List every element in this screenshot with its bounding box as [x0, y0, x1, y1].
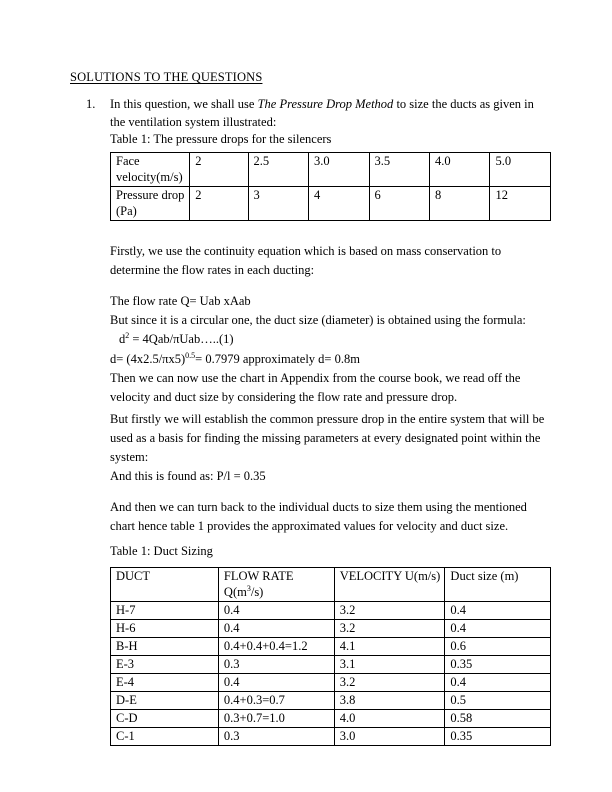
cell-face-velocity-3: 3.0: [309, 153, 369, 187]
cell-velocity: 4.1: [334, 638, 445, 656]
table-row: [111, 620, 551, 638]
question-text: [110, 96, 552, 131]
cell-duct-size: 0.6: [445, 638, 551, 656]
table-caption-row: [86, 131, 552, 149]
equation-rest: = 4Qab/πUab…..(1): [129, 332, 234, 346]
cell-duct-size: 0.5: [445, 692, 551, 710]
page-title: SOLUTIONS TO THE QUESTIONS: [70, 70, 263, 84]
table-row: [111, 602, 551, 620]
cell-duct: H-7: [111, 602, 219, 620]
cell-duct: E-3: [111, 656, 219, 674]
cell-duct-size: 0.58: [445, 710, 551, 728]
flow-rate-header-units-exponent: 3: [246, 583, 251, 593]
question-number: 1.: [86, 97, 96, 111]
equation-duct-diameter: [110, 330, 552, 349]
table-row: [111, 656, 551, 674]
question-text-before: In this question, we shall use: [110, 97, 258, 111]
table-row: [111, 710, 551, 728]
cell-velocity: 3.2: [334, 674, 445, 692]
diameter-exponent: 0.5: [185, 350, 196, 360]
table-header-row: [111, 568, 551, 602]
line-found-as: And this is found as: P/l = 0.35: [110, 469, 266, 483]
cell-duct: C-D: [111, 710, 219, 728]
paragraph-common-pressure-drop: [110, 410, 552, 486]
line-common-pressure: But firstly we will establish the common pressure drop in the entire system that will be used as a basis for finding the missing parameters at every designated point within the system:: [110, 412, 545, 464]
cell-duct-size: 0.4: [445, 674, 551, 692]
row-label-face-velocity: Face velocity(m/s): [111, 153, 190, 187]
table-row: [111, 153, 551, 187]
diameter-lead: d= (4x2.5/πx5): [110, 352, 186, 366]
equation-lead: d: [119, 332, 126, 346]
paragraph-continuity-equation: Firstly, we use the continuity equation which is based on mass conservation to determine the flow rates in each ducting:: [110, 244, 502, 277]
diameter-rest: = 0.7979 approximately d= 0.8m: [195, 352, 360, 366]
cell-velocity: 3.2: [334, 602, 445, 620]
flow-rate-header-line1: FLOW RATE: [223, 569, 294, 583]
cell-velocity: 3.2: [334, 620, 445, 638]
equation-exponent: 2: [125, 330, 130, 340]
cell-pressure-drop-1: 2: [190, 187, 248, 221]
cell-pressure-drop-4: 6: [369, 187, 429, 221]
table-row: [111, 728, 551, 746]
cell-velocity: 3.1: [334, 656, 445, 674]
cell-flow-rate: 0.3: [218, 656, 334, 674]
cell-face-velocity-4: 3.5: [369, 153, 429, 187]
cell-pressure-drop-5: 8: [429, 187, 489, 221]
cell-duct: H-6: [111, 620, 219, 638]
cell-velocity: 3.0: [334, 728, 445, 746]
table-duct-sizing: [110, 567, 551, 746]
paragraph-diameter-calculation: [110, 350, 552, 407]
cell-flow-rate: 0.4+0.4+0.4=1.2: [218, 638, 334, 656]
cell-velocity: 3.8: [334, 692, 445, 710]
cell-velocity: 4.0: [334, 710, 445, 728]
cell-duct: E-4: [111, 674, 219, 692]
cell-face-velocity-5: 4.0: [429, 153, 489, 187]
flow-rate-header-units-lead: Q(m: [223, 584, 247, 599]
table-row: [111, 674, 551, 692]
cell-flow-rate: 0.3+0.7=1.0: [218, 710, 334, 728]
row-label-pressure-drop: Pressure drop (Pa): [111, 187, 190, 221]
line-flow-rate: The flow rate Q= Uab xAab: [110, 294, 251, 308]
cell-face-velocity-1: 2: [190, 153, 248, 187]
cell-flow-rate: 0.3: [218, 728, 334, 746]
cell-duct-size: 0.35: [445, 728, 551, 746]
line-circular-duct: But since it is a circular one, the duct size (diameter) is obtained using the formula:: [110, 313, 526, 327]
cell-flow-rate: 0.4: [218, 620, 334, 638]
table-row: [111, 187, 551, 221]
question-block: [86, 96, 552, 149]
table-row: [111, 692, 551, 710]
cell-duct-size: 0.4: [445, 620, 551, 638]
paragraph-turn-back-to-ducts: And then we can turn back to the individual ducts to size them using the mentioned chart hence table 1 provides the approximated values for velocity and duct size.: [110, 500, 527, 533]
cell-pressure-drop-6: 12: [490, 187, 551, 221]
column-header-velocity: VELOCITY U(m/s): [334, 568, 445, 602]
cell-face-velocity-6: 5.0: [490, 153, 551, 187]
cell-flow-rate: 0.4: [218, 602, 334, 620]
line-chart-appendix: Then we can now use the chart in Appendix from the course book, we read off the velocity and duct size by considering the flow rate and pressure drop.: [110, 371, 521, 404]
cell-duct-size: 0.35: [445, 656, 551, 674]
table-1-caption: Table 1: The pressure drops for the silencers: [110, 132, 332, 146]
cell-pressure-drop-2: 3: [248, 187, 308, 221]
column-header-duct-size: Duct size (m): [445, 568, 551, 602]
cell-flow-rate: 0.4: [218, 674, 334, 692]
column-header-flow-rate: [218, 568, 334, 602]
cell-duct-size: 0.4: [445, 602, 551, 620]
flow-rate-header-units-rest: /s): [250, 584, 264, 599]
line-diameter-result: [110, 350, 552, 369]
question-item: [86, 96, 552, 131]
table-row: [111, 638, 551, 656]
question-italic-phrase: The Pressure Drop Method: [257, 97, 394, 111]
table-pressure-drops: [110, 152, 551, 221]
table-duct-sizing-caption: Table 1: Duct Sizing: [110, 544, 213, 558]
cell-duct: C-1: [111, 728, 219, 746]
paragraph-flow-rate-formula: [110, 292, 552, 349]
cell-flow-rate: 0.4+0.3=0.7: [218, 692, 334, 710]
cell-duct: D-E: [111, 692, 219, 710]
cell-duct: B-H: [111, 638, 219, 656]
cell-pressure-drop-3: 4: [309, 187, 369, 221]
question-text-after: to size the ducts as given in the ventilation system illustrated:: [110, 97, 534, 129]
cell-face-velocity-2: 2.5: [248, 153, 308, 187]
column-header-duct: DUCT: [111, 568, 219, 602]
